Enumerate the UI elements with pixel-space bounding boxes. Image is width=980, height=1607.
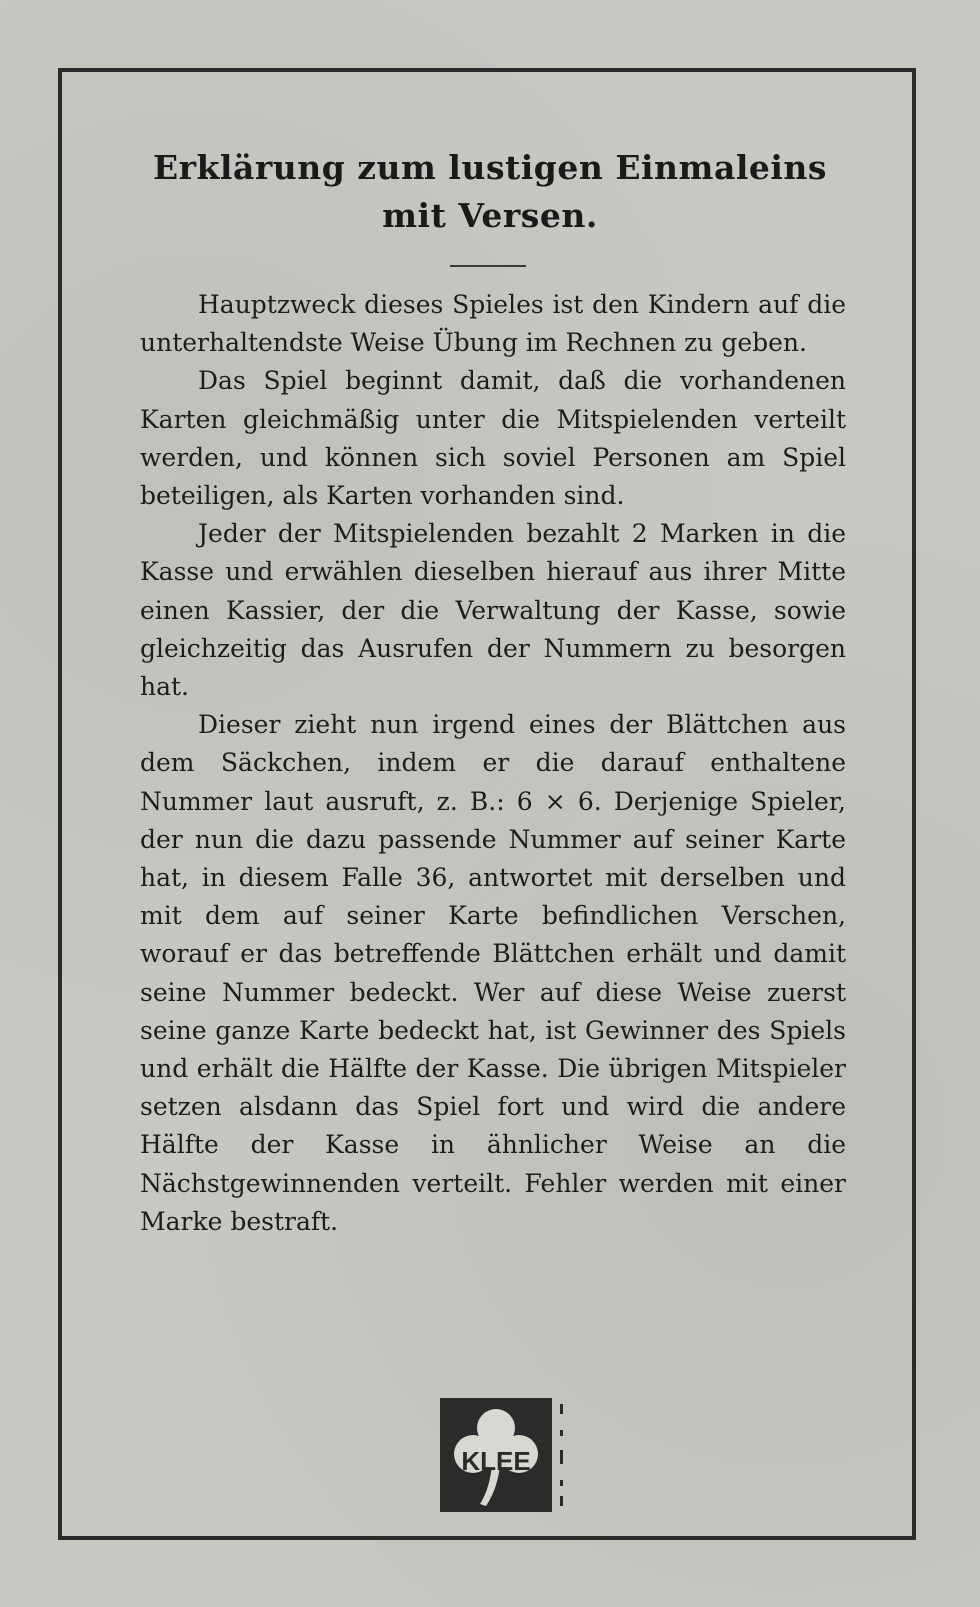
- paragraph-start: Das Spiel beginnt damit, daß die vorhandenen Karten gleichmäßig unter die Mitspielenden verteilt werden, und können sich soviel Personen am Spiel beteiligen, als Karten vorhanden sind.: [140, 366, 846, 511]
- instructions-body: [140, 286, 846, 1241]
- paragraph-purpose: Hauptzweck dieses Spieles ist den Kindern auf die unterhaltendste Weise Übung im Rechnen zu geben.: [140, 290, 846, 358]
- shamrock-icon: [440, 1398, 552, 1512]
- klee-logo: [440, 1398, 552, 1512]
- title-line-1: Erklärung zum lustigen Einmaleins: [153, 148, 827, 187]
- logo-text: KLEE: [461, 1446, 531, 1476]
- document-title: [0, 144, 980, 240]
- title-line-2: mit Versen.: [382, 196, 598, 235]
- paragraph-gameplay: Dieser zieht nun irgend eines der Blättchen aus dem Säckchen, indem er die darauf enthaltene Nummer laut ausruft, z. B.: 6 × 6. Derjenige Spieler, der nun die dazu passende Nummer auf seiner Karte hat, in diesem Falle 36, antwortet mit derselben und mit dem auf seiner Karte befindlichen Verschen, worauf er das betreffende Blättchen erhält und damit seine Nummer bedeckt. Wer auf diese Weise zuerst seine ganze Karte bedeckt hat, ist Gewinner des Spiels und erhält die Hälfte der Kasse. Die übrigen Mitspieler setzen alsdann das Spiel fort und wird die andere Hälfte der Kasse in ähnlicher Weise an die Nächstgewinnenden verteilt. Fehler werden mit einer Marke bestraft.: [140, 710, 846, 1236]
- title-divider: [450, 265, 526, 267]
- logo-edge-marks: [560, 1400, 566, 1512]
- paragraph-cashier: Jeder der Mitspielenden bezahlt 2 Marken in die Kasse und erwählen dieselben hierauf aus ihrer Mitte einen Kassier, der die Verwaltung der Kasse, sowie gleichzeitig das Ausrufen der Nummern zu besorgen hat.: [140, 519, 846, 702]
